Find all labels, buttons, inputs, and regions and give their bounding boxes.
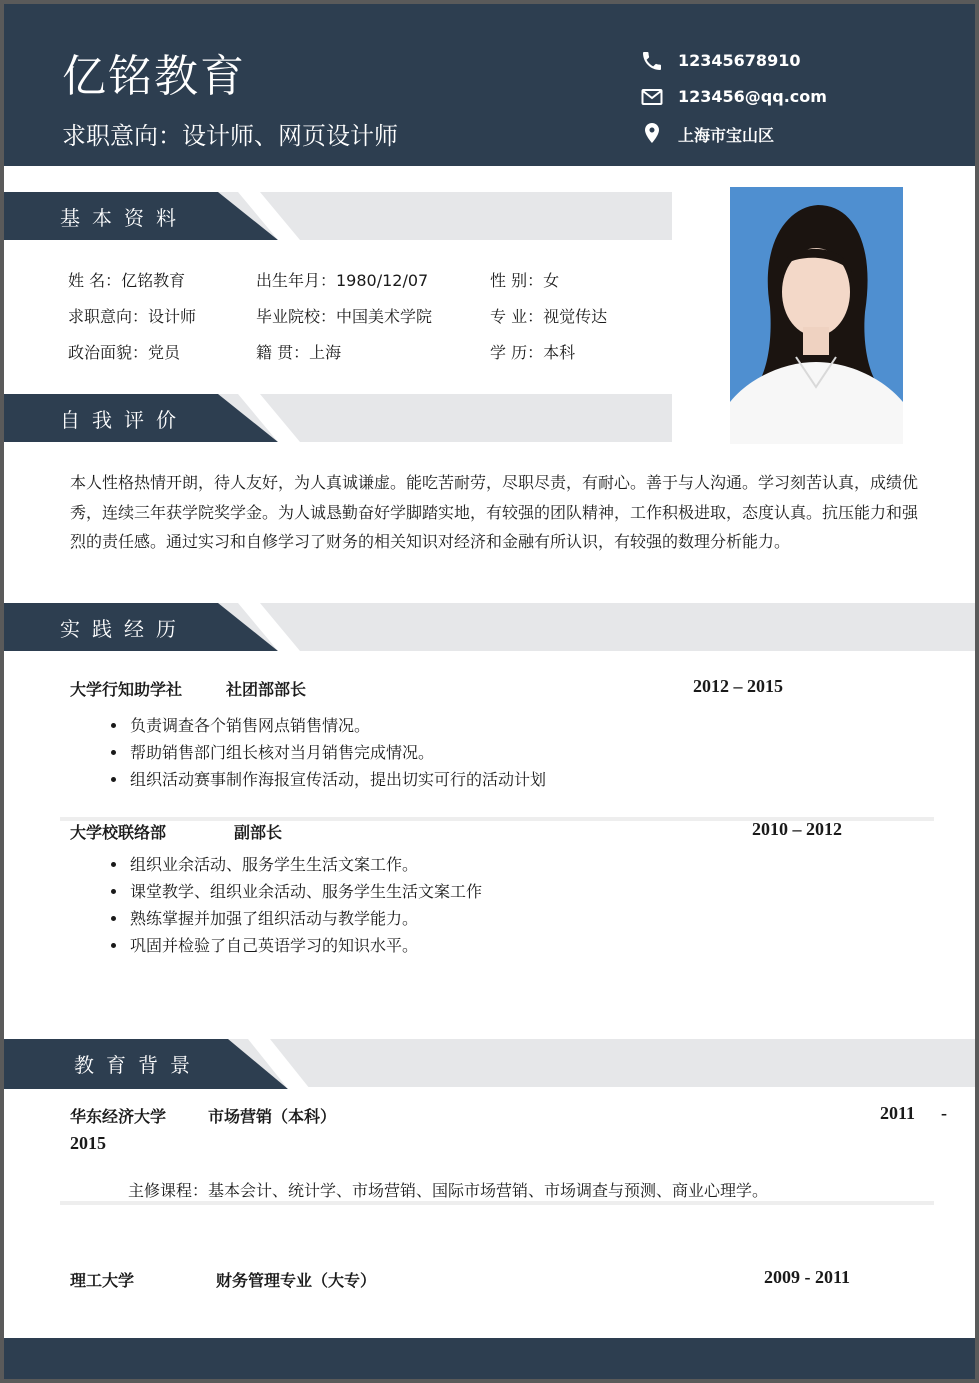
list-item: • 组织业余活动、服务学生生活文案工作。: [128, 851, 482, 878]
profile-photo: [730, 187, 903, 444]
divider: [60, 1201, 934, 1205]
mail-icon: [640, 85, 664, 109]
experience-org: 大学校联络部: [70, 823, 167, 842]
info-politics: 政治面貌：党员: [68, 343, 181, 362]
education-date-start: 2011: [880, 1103, 916, 1123]
location-pin-icon: [640, 121, 664, 145]
email-text: 123456@qq.com: [678, 87, 827, 106]
education-date-dash: -: [941, 1103, 947, 1123]
section-title: 基本资料: [60, 206, 188, 230]
phone-text: 12345678910: [678, 51, 801, 70]
experience-org: 大学行知助学社: [70, 680, 183, 699]
self-evaluation-text: 本人性格热情开朗，待人友好，为人真诚谦虚。能吃苦耐劳，尽职尽责，有耐心。善于与人沟通。学习刻苦认真，成绩优秀，连续三年获学院奖学金。为人诚恳勤奋好学脚踏实地，有较强的团队精神，工作积极进取，态度认真。抗压能力和强烈的责任感。通过实习和自修学习了财务的相关知识对经济和金融有所认识，有较强的数理分析能力。: [70, 473, 919, 551]
candidate-name: 亿铭教育: [62, 51, 246, 102]
section-title: 教育背景: [74, 1053, 202, 1077]
experience-date: 2010 – 2012: [752, 819, 842, 839]
section-title: 自我评价: [60, 408, 188, 432]
info-school: 毕业院校：中国美术学院: [256, 307, 433, 326]
list-item: • 课堂教学、组织业余活动、服务学生生活文案工作: [128, 878, 482, 905]
list-item: • 组织活动赛事制作海报宣传活动，提出切实可行的活动计划: [128, 766, 546, 793]
section-title: 实践经历: [60, 617, 188, 641]
education-school: 华东经济大学: [70, 1107, 167, 1126]
education-major: 财务管理专业（大专）: [216, 1271, 377, 1290]
info-birth: 出生年月：1980/12/07: [256, 271, 429, 290]
experience-duties: [70, 712, 546, 793]
info-origin: 籍 贯：上海: [256, 343, 342, 362]
list-item: • 熟练掌握并加强了组织活动与教学能力。: [128, 905, 482, 932]
education-date-end: 2015: [70, 1133, 106, 1153]
experience-duties: [70, 851, 482, 959]
address-text: 上海市宝山区: [678, 126, 775, 145]
education-date: 2009 - 2011: [764, 1267, 851, 1287]
footer-bar: [4, 1338, 975, 1379]
education-major: 市场营销（本科）: [208, 1107, 337, 1126]
experience-role: 副部长: [234, 823, 283, 842]
phone-icon: [640, 49, 664, 73]
list-item: • 负责调查各个销售网点销售情况。: [128, 712, 546, 739]
info-gender: 性 别：女: [490, 271, 560, 290]
info-name: 姓 名：亿铭教育: [68, 271, 186, 290]
job-intent: 求职意向：设计师、网页设计师: [62, 122, 398, 150]
education-courses: 主修课程：基本会计、统计学、市场营销、国际市场营销、市场调查与预测、商业心理学。: [128, 1181, 769, 1200]
resume-page: [4, 4, 975, 1379]
experience-date: 2012 – 2015: [693, 676, 783, 696]
info-degree: 学 历：本科: [490, 343, 576, 362]
list-item: • 帮助销售部门组长核对当月销售完成情况。: [128, 739, 546, 766]
experience-role: 社团部部长: [226, 680, 307, 699]
education-school: 理工大学: [70, 1271, 135, 1290]
header: [4, 4, 975, 166]
list-item: • 巩固并检验了自己英语学习的知识水平。: [128, 932, 482, 959]
info-major: 专 业：视觉传达: [490, 307, 608, 326]
info-intent: 求职意向：设计师: [68, 307, 197, 326]
